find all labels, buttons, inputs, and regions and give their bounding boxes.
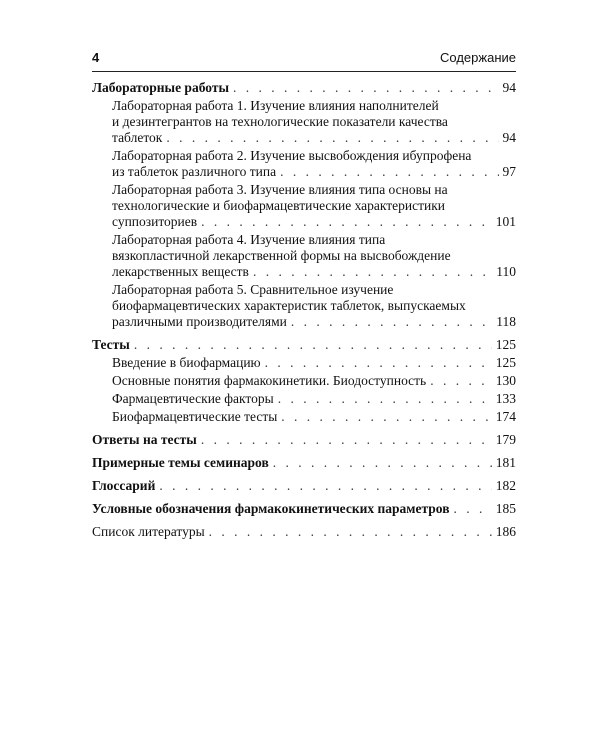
dot-leader [166,130,498,146]
toc-entry[interactable] [92,98,516,146]
dot-leader [134,337,492,353]
toc-entry-label: Условные обозначения фармакокинетических параметров [92,501,450,516]
toc-entry[interactable] [92,337,516,353]
toc-entry-line: Лабораторная работа 5. Сравнительное изучение [112,282,394,297]
toc-page-number: 182 [495,478,516,493]
toc-entry-label: Список литературы [92,524,205,539]
toc-entry-label: таблеток [112,130,163,145]
toc-entry[interactable] [92,501,516,517]
dot-leader [233,80,498,96]
toc-entry[interactable] [92,391,516,407]
running-title: Содержание [440,50,516,65]
toc-page-number: 174 [495,409,516,424]
dot-leader [278,391,492,407]
toc-entry-line: Лабораторная работа 3. Изучение влияния типа основы на [112,182,448,197]
toc-page-number: 186 [495,524,516,539]
toc-page-number: 181 [495,455,516,470]
toc-entry[interactable] [92,455,516,471]
dot-leader [159,478,491,494]
toc-entry[interactable] [92,148,516,180]
toc-page-number: 101 [495,214,516,229]
toc-entry[interactable] [92,478,516,494]
toc-entry-line: технологические и биофармацевтические характеристики [112,198,446,213]
dot-leader [454,501,492,517]
toc-entry-label: Глоссарий [92,478,156,493]
toc-page-number: 94 [502,80,516,95]
dot-leader [281,409,491,425]
toc-entry[interactable] [92,182,516,230]
table-of-contents [92,80,516,540]
toc-entry-label: Фармацевтические факторы [112,391,274,406]
toc-entry[interactable] [92,355,516,371]
dot-leader [291,314,492,330]
toc-page-number: 97 [502,164,516,179]
toc-entry-label: лекарственных веществ [112,264,249,279]
toc-entry-line: и дезинтегрантов на технологические показатели качества [112,114,448,129]
toc-entry-label: Лабораторные работы [92,80,230,95]
toc-entry[interactable] [92,282,516,330]
toc-page-number: 185 [495,501,516,516]
toc-page-number: 179 [495,432,516,447]
toc-entry-line: Лабораторная работа 1. Изучение влияния наполнителей [112,98,439,113]
toc-entry[interactable] [92,432,516,448]
toc-entry-line: Лабораторная работа 2. Изучение высвобождения ибупрофена [112,148,472,163]
toc-entry-label: Введение в биофармацию [112,355,261,370]
toc-entry[interactable] [92,409,516,425]
toc-page-number: 94 [502,130,516,145]
toc-entry-line: Лабораторная работа 4. Изучение влияния типа [112,232,386,247]
dot-leader [201,432,492,448]
header-rule [92,71,516,72]
dot-leader [201,214,492,230]
toc-entry-label: Основные понятия фармакокинетики. Биодоступность [112,373,427,388]
dot-leader [209,524,492,540]
dot-leader [273,455,492,471]
page-header [92,50,516,70]
toc-page-number: 130 [495,373,516,388]
dot-leader [265,355,492,371]
page-number: 4 [92,50,100,65]
toc-entry[interactable] [92,373,516,389]
toc-page-number: 125 [495,355,516,370]
toc-entry-label: Примерные темы семинаров [92,455,269,470]
toc-entry[interactable] [92,80,516,96]
toc-entry-label: суппозиториев [112,214,198,229]
toc-entry[interactable] [92,232,516,280]
toc-entry[interactable] [92,524,516,540]
toc-entry-label: различными производителями [112,314,287,329]
toc-page-number: 110 [496,264,516,279]
toc-entry-line: биофармацевтических характеристик таблеток, выпускаемых [112,298,466,313]
toc-entry-line: вязкопластичной лекарственной формы на высвобождение [112,248,451,263]
toc-page-number: 133 [495,391,516,406]
dot-leader [280,164,498,180]
toc-entry-label: Тесты [92,337,130,352]
toc-entry-label: из таблеток различного типа [112,164,277,179]
toc-page-number: 118 [496,314,516,329]
dot-leader [253,264,492,280]
toc-entry-label: Биофармацевтические тесты [112,409,278,424]
dot-leader [430,373,492,389]
toc-page-number: 125 [495,337,516,352]
toc-entry-label: Ответы на тесты [92,432,197,447]
